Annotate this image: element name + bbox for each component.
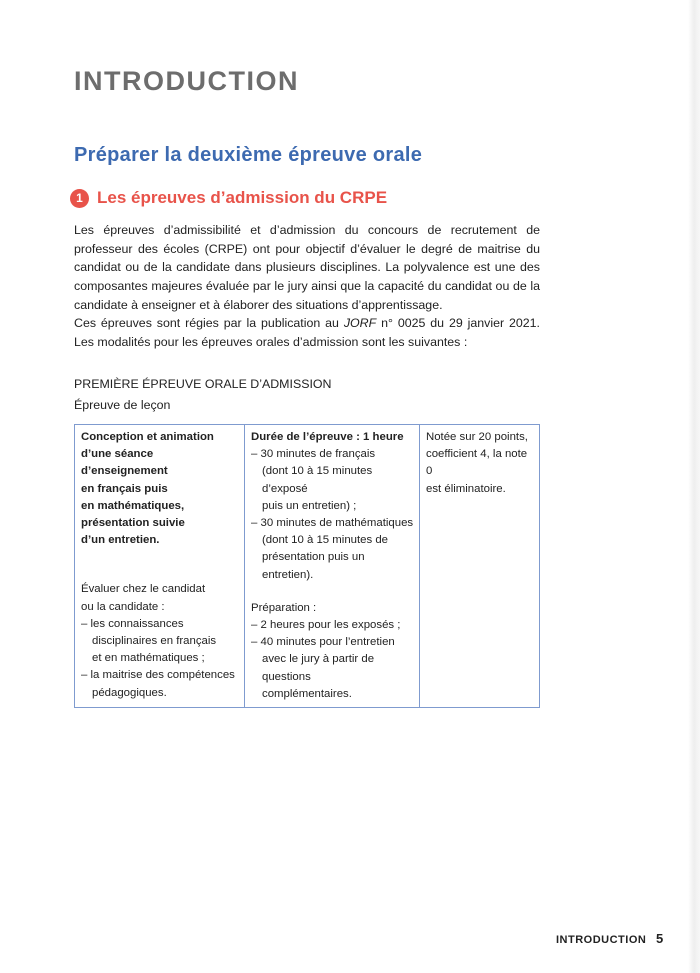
line: est éliminatoire. [426,482,506,495]
line: 30 minutes de mathématiques [260,517,414,530]
regulation-paragraph [74,314,540,351]
line: et en mathématiques ; [92,652,205,665]
regulation-text-start: Ces épreuves sont régies par la publication au [74,316,344,330]
line: en français puis [81,482,168,495]
jorf-reference: JORF [343,316,377,330]
footer-chapter-label: INTRODUCTION [556,934,647,946]
table-cell-duration [245,425,420,708]
line: 40 minutes pour l’entretien [260,636,395,649]
line: les connaissances [90,617,184,630]
table-row [75,425,540,708]
regulation-text-end: n° 0025 du 29 janvier 2021. Les modalités pour les épreuves orales d’admission sont les suivantes : [74,316,540,349]
exam-label: PREMIÈRE ÉPREUVE ORALE D’ADMISSION [74,377,332,391]
list-item: – les connaissances disciplinaires en français et en mathématiques ; [81,616,239,668]
line: présentation suivie [81,517,185,530]
table-cell-content [75,425,245,708]
exam-table [74,424,540,708]
line: Évaluer chez le candidat [81,583,206,596]
line: (dont 10 à 15 minutes d’exposé [262,465,373,495]
list-item: – la maitrise des compétences pédagogiques. [81,667,239,701]
list-item: – 30 minutes de français (dont 10 à 15 minutes d’exposé puis un entretien) ; [251,446,414,515]
line: Notée sur 20 points, [426,431,528,443]
line: avec le jury à partir de questions [262,653,375,683]
col1-heading [81,429,239,549]
intro-paragraph: Les épreuves d’admissibilité et d’admission du concours de recrutement de professeur des écoles (CRPE) ont pour objectif d’évaluer le degré de maitrise du candidat ou de la candidate dans plusieurs disciplines. La polyvalence est une des composantes majeures évaluée par le jury ainsi que la capacité du candidat ou de la candidate à enseigner et à élaborer des situations d’apprentissage. [74,223,540,312]
line: d’une séance d’enseignement [81,448,168,478]
section-title: Préparer la deuxième épreuve orale [74,144,423,166]
line: pédagogiques. [92,686,167,699]
duration-heading: Durée de l’épreuve : 1 heure [251,431,404,443]
page-edge-shadow [550,0,700,973]
line: d’un entretien. [81,534,160,547]
line: ou la candidate : [81,600,165,613]
list-item: – 2 heures pour les exposés ; [251,619,401,632]
preparation-heading: Préparation : [251,601,317,614]
list-item: – 40 minutes pour l’entretien avec le jury à partir de questions complémentaires. [251,634,414,703]
line: coefficient 4, la note 0 [426,448,528,478]
table-cell-grading [420,425,540,708]
line: (dont 10 à 15 minutes de [262,534,389,547]
line: en mathématiques, [81,499,185,512]
chapter-title: INTRODUCTION [74,66,299,96]
list-item: – 30 minutes de mathématiques (dont 10 à 15 minutes de présentation puis un entretien). [251,515,414,584]
line: présentation puis un entretien). [262,551,365,581]
line: Conception et animation [81,431,214,443]
line: 2 heures pour les exposés ; [260,619,401,632]
page-number: 5 [656,931,664,946]
subsection-heading [70,188,387,208]
subsection-number-badge: 1 [70,189,89,208]
line: la maitrise des compétences [90,669,235,682]
line: disciplinaires en français [92,635,217,648]
subsection-title: Les épreuves d’admission du CRPE [97,188,388,207]
line: 30 minutes de français [260,448,376,461]
exam-name: Épreuve de leçon [74,398,171,412]
line: complémentaires. [262,687,352,700]
line: puis un entretien) ; [262,499,357,512]
